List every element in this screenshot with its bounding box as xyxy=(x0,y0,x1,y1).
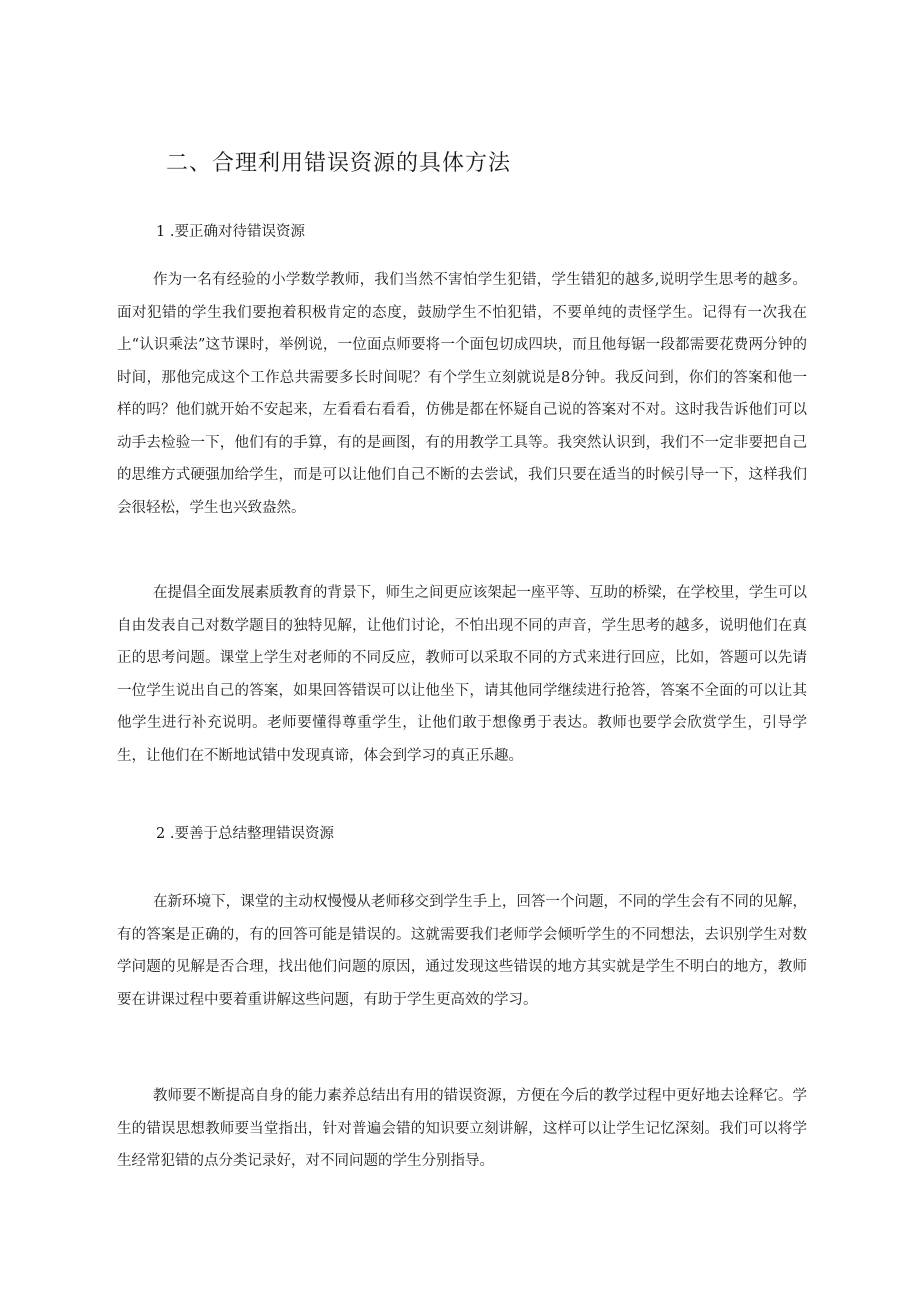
paragraph: 在新环境下，课堂的主动权慢慢从老师移交到学生手上，回答一个问题，不同的学生会有不同的见解，有的答案是正确的，有的回答可能是错误的。这就需要我们老师学会倾听学生的不同想法，去识别学生对数学问题的见解是否合理，找出他们问题的原因，通过发现这些错误的地方其实就是学生不明白的地方，教师要在讲课过程中要着重讲解这些问题，有助于学生更高效的学习。 xyxy=(117,894,807,1008)
section-title: 二、合理利用错误资源的具体方法 xyxy=(166,151,512,176)
subsection-heading-2: 2 .要善于总结整理错误资源 xyxy=(156,826,334,842)
paragraph: 教师要不断提高自身的能力素养总结出有用的错误资源，方便在今后的教学过程中更好地去诠释它。学生的错误思想教师要当堂指出，针对普遍会错的知识要立刻讲解，这样可以让学生记忆深刻。我们可以将学生经常犯错的点分类记录好，对不同问题的学生分别指导。 xyxy=(117,1088,807,1169)
subsection-heading-1: 1 .要正确对待错误资源 xyxy=(156,224,305,240)
paragraph: 作为一名有经验的小学数学教师，我们当然不害怕学生犯错，学生错犯的越多,说明学生思考的越多。面对犯错的学生我们要抱着积极肯定的态度，鼓励学生不怕犯错，不要单纯的责怪学生。记得有一次我在上“认识乘法”这节课时，举例说，一位面点师要将一个面包切成四块，而且他每锯一段都需要花费两分钟的时间，那他完成这个工作总共需要多长时间呢？有个学生立刻就说是8分钟。我反问到，你们的答案和他一样的吗？他们就开始不安起来，左看看右看看，仿佛是都在怀疑自己说的答案对不对。这时我告诉他们可以动手去检验一下，他们有的手算，有的是画图，有的用教学工具等。我突然认识到，我们不一定非要把自己的思维方式硬强加给学生，而是可以让他们自己不断的去尝试，我们只要在适当的时候引导一下，这样我们会很轻松，学生也兴致盎然。 xyxy=(117,272,807,516)
paragraph: 在提倡全面发展素质教育的背景下，师生之间更应该架起一座平等、互助的桥梁，在学校里，学生可以自由发表自己对数学题目的独特见解，让他们讨论，不怕出现不同的声音，学生思考的越多，说明他们在真正的思考问题。课堂上学生对老师的不同反应，教师可以采取不同的方式来进行回应，比如，答题可以先请一位学生说出自己的答案，如果回答错误可以让他坐下，请其他同学继续进行抢答，答案不全面的可以让其他学生进行补充说明。老师要懂得尊重学生，让他们敢于想像勇于表达。教师也要学会欣赏学生，引导学生，让他们在不断地试错中发现真谛，体会到学习的真正乐趣。 xyxy=(117,585,807,764)
